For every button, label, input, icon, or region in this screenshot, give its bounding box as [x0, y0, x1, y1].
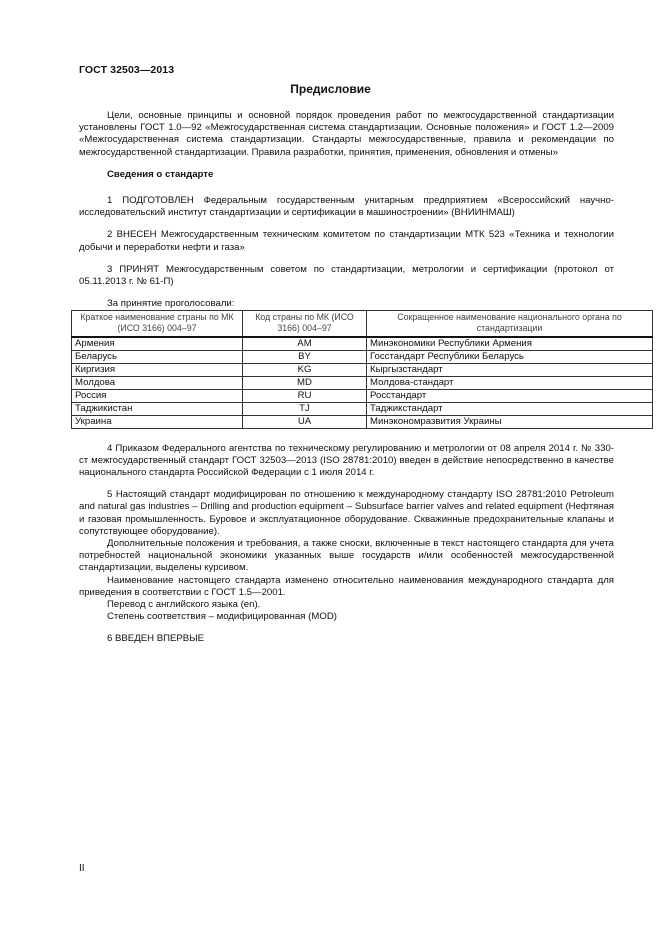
country-cell: Россия — [72, 389, 243, 402]
item-5-translation: Перевод с английского языка (en). — [107, 599, 261, 611]
item-5-paragraph: 5 Настоящий стандарт модифицирован по отношению к международному стандарту ISO 28781:2010 Petroleum and natural gas industries – Drilling and production equipment – Subsurface barrier valves and related equipment (Нефтяная и газовая промышленность. Буровое и эксплуатационное оборудование. Скважинные предохранительные клапаны и сопутствующее оборудование). — [79, 489, 614, 537]
body-cell: Росстандарт — [367, 389, 653, 402]
code-cell: RU — [243, 389, 367, 402]
votes-caption: За принятие проголосовали: — [107, 298, 235, 310]
country-cell: Украина — [72, 415, 243, 428]
header-country: Краткое наименование страны по МК (ИСО 3166) 004–97 — [72, 311, 243, 337]
item-5-name-change: Наименование настоящего стандарта изменено относительно наименования международного стандарта для приведения в соответствии с ГОСТ 1.5—2001. — [79, 574, 614, 598]
country-cell: Таджикистан — [72, 402, 243, 415]
code-cell: UA — [243, 415, 367, 428]
header-body: Сокращенное наименование национального органа по стандартизации — [367, 311, 653, 337]
page-number: II — [79, 863, 85, 874]
page-title: Предисловие — [290, 82, 371, 96]
body-cell: Кыргызстандарт — [367, 363, 653, 376]
code-cell: BY — [243, 350, 367, 363]
item-5-additional-provisions: Дополнительные положения и требования, а также сноски, включенные в текст настоящего стандарта для учета потребностей национальной экономики указанных выше государств и/или особенностей межгосударственной стандартизации, выделены курсивом. — [79, 538, 614, 574]
header-code: Код страны по МК (ИСО 3166) 004–97 — [243, 311, 367, 337]
country-cell: Армения — [72, 337, 243, 351]
code-cell: TJ — [243, 402, 367, 415]
intro-paragraph: Цели, основные принципы и основной порядок проведения работ по межгосударственной стандартизации установлены ГОСТ 1.0—92 «Межгосударственная система стандартизации. Основные положения» и ГОСТ 1.2—2009 «Межгосударственная система стандартизации. Стандарты межгосударственные, правила и рекомендации по межгосударственной стандартизации. Правила разработки, принятия, применения, обновления и отмены» — [79, 110, 614, 158]
code-cell: KG — [243, 363, 367, 376]
table-row — [72, 350, 653, 363]
table-row — [72, 415, 653, 428]
country-cell: Беларусь — [72, 350, 243, 363]
table-row — [72, 376, 653, 389]
item-5-conformity: Степень соответствия – модифицированная (MOD) — [107, 611, 337, 623]
country-cell: Киргизия — [72, 363, 243, 376]
country-cell: Молдова — [72, 376, 243, 389]
document-body — [75, 110, 622, 646]
table-row — [72, 337, 653, 351]
table-row — [72, 402, 653, 415]
table-row — [72, 389, 653, 402]
item-3-paragraph: 3 ПРИНЯТ Межгосударственным советом по стандартизации, метрологии и сертификации (протокол от 05.11.2013 г. № 61-П) — [79, 263, 614, 288]
code-cell: AM — [243, 337, 367, 351]
info-heading: Сведения о стандарте — [107, 168, 214, 180]
body-cell: Минэкономразвития Украины — [367, 415, 653, 428]
body-cell: Минэкономики Республики Армения — [367, 337, 653, 351]
document-code: ГОСТ 32503—2013 — [79, 64, 175, 76]
body-cell: Госстандарт Республики Беларусь — [367, 350, 653, 363]
table-row — [72, 363, 653, 376]
item-2-paragraph: 2 ВНЕСЕН Межгосударственным техническим комитетом по стандартизации МТК 523 «Техника и технологии добычи и переработки нефти и газа» — [79, 229, 614, 253]
code-cell: MD — [243, 376, 367, 389]
item-4-paragraph: 4 Приказом Федерального агентства по техническому регулированию и метрологии от 08 апреля 2014 г. № 330-ст межгосударственный стандарт ГОСТ 32503—2013 (ISO 28781:2010) введен в действие непосредственно в качестве национального стандарта Российской Федерации с 1 июля 2014 г. — [79, 442, 614, 479]
body-cell: Молдова-стандарт — [367, 376, 653, 389]
table-header-row — [72, 311, 653, 337]
body-cell: Таджикстандарт — [367, 402, 653, 415]
votes-table — [71, 310, 653, 428]
item-6-paragraph: 6 ВВЕДЕН ВПЕРВЫЕ — [107, 633, 205, 645]
item-1-paragraph: 1 ПОДГОТОВЛЕН Федеральным государственным унитарным предприятием «Всероссийский научно-исследовательский институт стандартизации и сертификации в машиностроении» (ВНИИНМАШ) — [79, 195, 614, 219]
